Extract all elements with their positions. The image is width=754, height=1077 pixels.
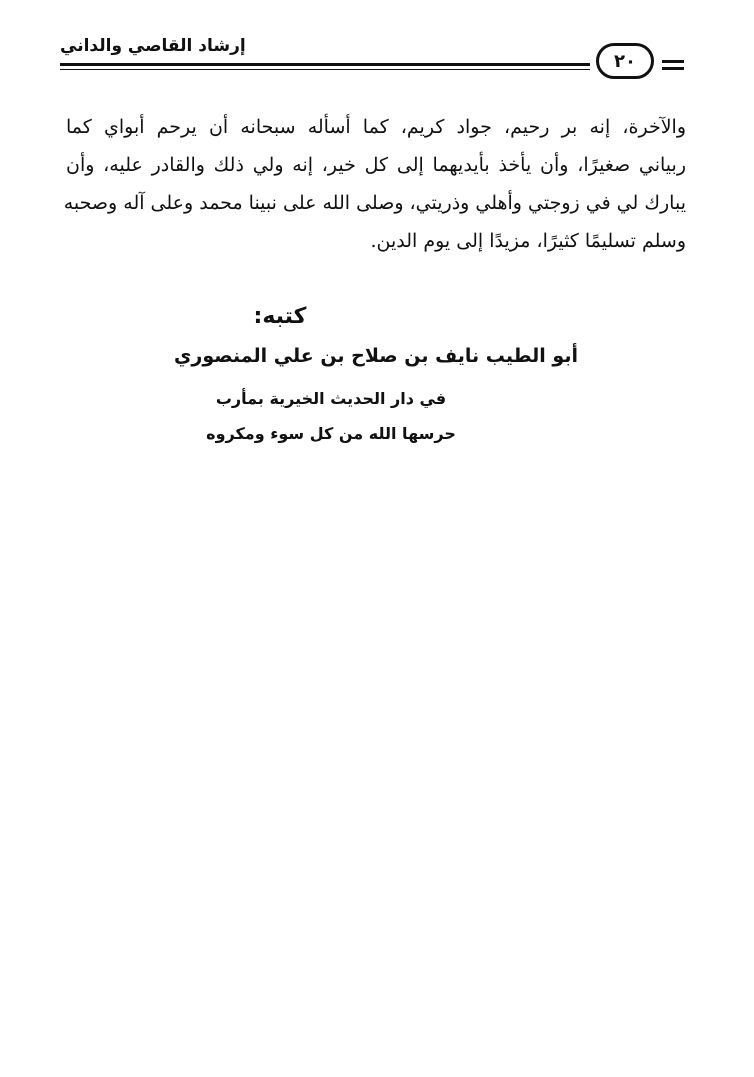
body-line-1: والآخرة، إنه بر رحيم، جواد كريم، كما أسأله سبحانه أن يرحم أبواي كما	[66, 116, 686, 138]
body-line-3: يبارك لي في زوجتي وأهلي وذريتي، وصلى الله على نبينا محمد وعلى آله وصحبه	[63, 192, 686, 214]
header-rule-thick	[60, 63, 590, 66]
header-dash-top	[662, 60, 684, 63]
author-name: أبو الطيب نايف بن صلاح بن علي المنصوري	[174, 345, 578, 367]
body-paragraph	[63, 108, 686, 260]
closing-prayer: حرسها الله من كل سوء ومكروه	[206, 424, 456, 443]
body-line-2: ربياني صغيرًا، وأن يأخذ بأيديهما إلى كل خير، إنه ولي ذلك والقادر عليه، وأن	[66, 154, 686, 176]
page-number: ٢٠	[614, 50, 636, 72]
header-rule-thin	[60, 69, 590, 70]
author-location: في دار الحديث الخيرية بمأرب	[215, 389, 447, 408]
written-by-label: كتبه:	[253, 304, 307, 329]
page-number-badge	[596, 43, 654, 79]
running-header-title: إرشاد القاصي والداني	[60, 36, 246, 56]
header-dash-bottom	[662, 67, 684, 70]
body-line-4: وسلم تسليمًا كثيرًا، مزيدًا إلى يوم الدين.	[370, 230, 686, 252]
